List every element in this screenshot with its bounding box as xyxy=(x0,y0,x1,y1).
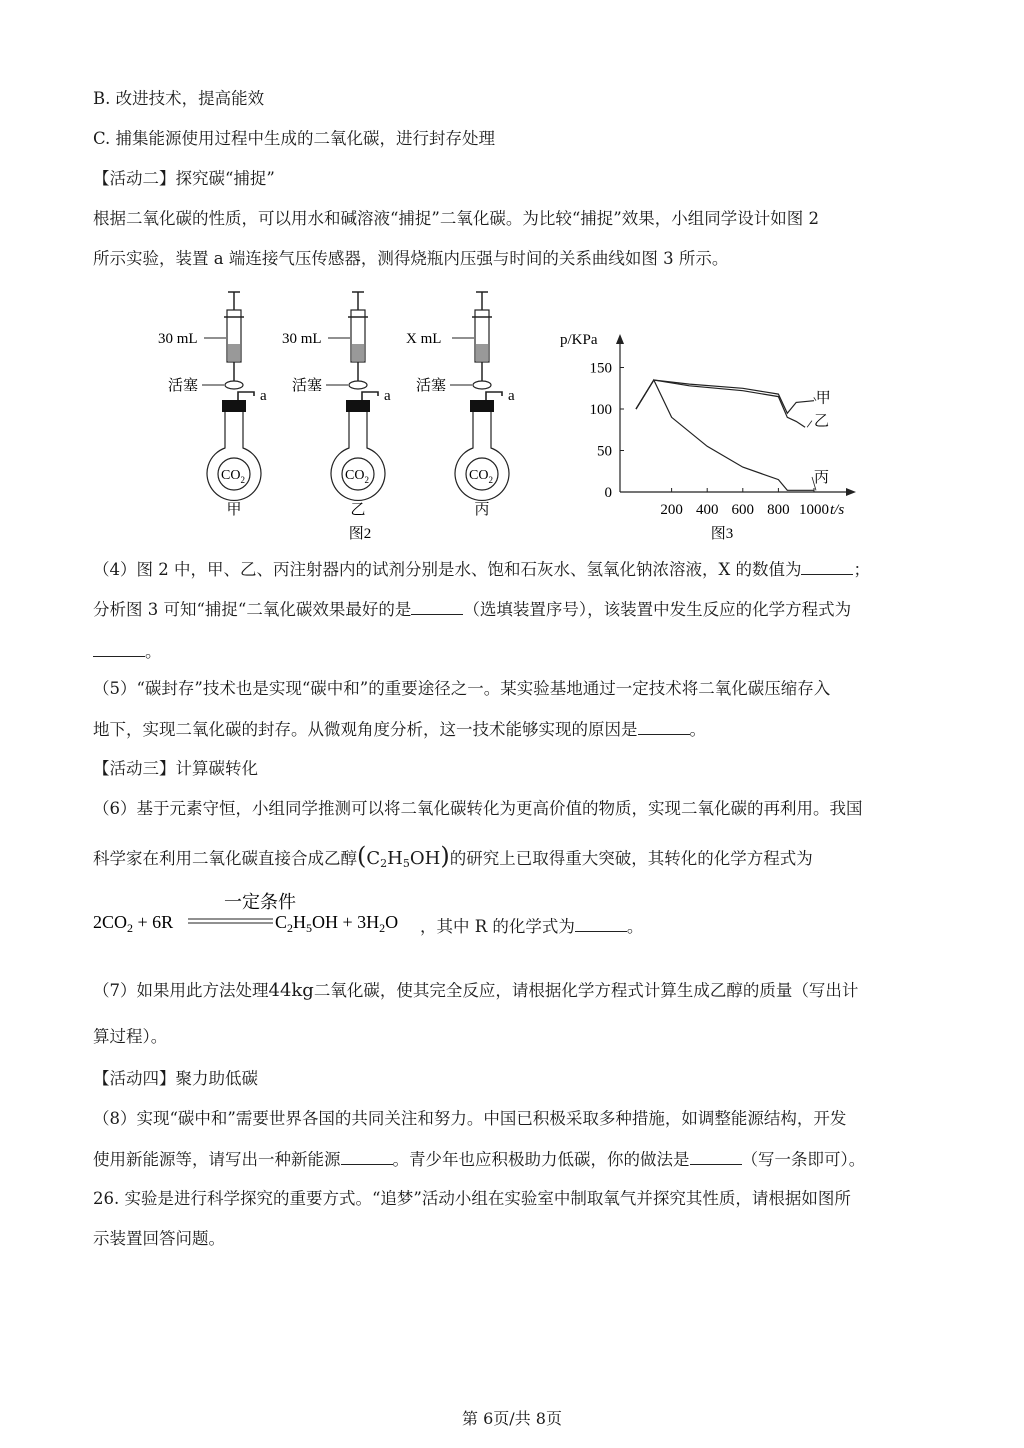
q7-text-post: 二氧化碳，使其完全反应，请根据化学方程式计算生成乙醇的质量（写出计 xyxy=(313,981,859,1000)
co2-label: $CO_2$ xyxy=(221,468,245,485)
question-4-line-3 xyxy=(93,640,162,663)
x-tick-label: 200 xyxy=(660,502,683,518)
answer-blank-equation[interactable] xyxy=(93,640,145,657)
question-7-line-2: 算过程）。 xyxy=(93,1027,168,1046)
series-label: 乙 xyxy=(814,413,830,430)
rubber-stopper xyxy=(222,400,246,412)
syringe-reagent xyxy=(228,344,240,361)
q4-end-1: ； xyxy=(853,560,870,579)
apparatus-1 xyxy=(158,292,267,518)
answer-blank-best-device[interactable] xyxy=(411,598,463,615)
question-8-line-1: （8）实现“碳中和”需要世界各国的共同关注和努力。中国已积极采取多种措施，如调整能源结构，开发 xyxy=(93,1109,847,1128)
q8-text-pre: 使用新能源等，请写出一种新能源 xyxy=(93,1150,341,1169)
question-7-line-1 xyxy=(93,980,858,1002)
rubber-stopper xyxy=(470,400,494,412)
x-axis-label: t/s xyxy=(830,502,845,518)
pressure-chart xyxy=(560,332,856,542)
figure3-caption: 图3 xyxy=(710,526,734,542)
q8-text-mid: 。青少年也应积极助力低碳，你的做法是 xyxy=(392,1150,690,1169)
apparatus-name: 乙 xyxy=(350,502,366,518)
answer-blank-r-formula[interactable] xyxy=(575,915,627,932)
eq-lhs: $2CO_2 + 6R$ xyxy=(93,912,174,935)
figure2-caption: 图2 xyxy=(348,526,372,542)
flask xyxy=(455,412,509,500)
eq-rhs: $C_2H_5OH + 3H_2O$ xyxy=(275,912,399,935)
question-6-line-1: （6）基于元素守恒，小组同学推测可以将二氧化碳转化为更高价值的物质，实现二氧化碳的再利用。我国 xyxy=(93,799,863,818)
q6-text-post: 的研究上已取得重大突破，其转化的化学方程式为 xyxy=(449,849,813,868)
syringe-reagent xyxy=(352,344,364,361)
stopcock[interactable] xyxy=(473,381,491,389)
series-label: 丙 xyxy=(814,470,830,487)
x-tick-label: 600 xyxy=(731,502,755,518)
q6-end: 。 xyxy=(626,917,644,936)
q5-text: 地下，实现二氧化碳的封存。从微观角度分析，这一技术能够实现的原因是 xyxy=(93,720,638,739)
question-6-line-3 xyxy=(420,915,643,938)
y-tick-label: 50 xyxy=(597,443,612,460)
series-line xyxy=(636,380,814,490)
answer-blank-x[interactable] xyxy=(801,558,853,575)
page-footer: 第 6页/共 8页 xyxy=(462,1409,562,1428)
apparatus-name: 甲 xyxy=(226,502,242,518)
question-4-line-1 xyxy=(93,558,870,581)
q7-mass: 44kg xyxy=(268,980,314,1001)
ethanol-oh: OH xyxy=(409,848,441,869)
stopcock-label: 活塞 xyxy=(168,378,199,394)
paragraph-line-2: 所示实验，装置 a 端连接气压传感器，测得烧瓶内压强与时间的关系曲线如图 3 所示。 xyxy=(93,249,729,268)
x-tick-label: 1000 xyxy=(799,502,829,518)
q7-text-pre: （7）如果用此方法处理 xyxy=(93,981,269,1000)
q6-text-pre: 科学家在利用二氧化碳直接合成乙醇 xyxy=(93,849,357,868)
answer-blank-new-energy[interactable] xyxy=(341,1148,393,1165)
syringe-volume-label: X mL xyxy=(406,331,442,347)
q4-text-3: （选填装置序号），该装置中发生反应的化学方程式为 xyxy=(463,600,852,619)
answer-blank-micro-reason[interactable] xyxy=(638,718,690,735)
syringe-volume-label: 30 mL xyxy=(158,331,198,347)
sensor-port-label: a xyxy=(260,388,267,404)
q4-end-3: 。 xyxy=(145,642,162,661)
figure-area xyxy=(150,282,870,548)
q4-text-2: 分析图 3 可知“捕捉“二氧化碳效果最好的是 xyxy=(93,600,412,619)
question-8-line-2 xyxy=(93,1148,865,1171)
sensor-port-label: a xyxy=(384,388,391,404)
activity-4-heading: 【活动四】聚力助低碳 xyxy=(93,1069,258,1088)
series-label: 甲 xyxy=(815,390,831,407)
y-tick-label: 100 xyxy=(589,402,612,418)
stopcock[interactable] xyxy=(225,381,243,389)
series-line xyxy=(636,380,814,413)
question-26-line-2: 示装置回答问题。 xyxy=(93,1229,225,1248)
q8-text-end: （写一条即可）。 xyxy=(741,1150,866,1169)
question-5-line-1: （5）“碳封存”技术也是实现“碳中和”的重要途径之一。某实验基地通过一定技术将二氧化碳压缩存入 xyxy=(93,679,831,698)
stopcock-label: 活塞 xyxy=(292,378,323,394)
q4-text-1: （4）图 2 中，甲、乙、丙注射器内的试剂分别是水、饱和石灰水、氢氧化钠浓溶液，X 的数值为 xyxy=(93,560,802,579)
stopcock-label: 活塞 xyxy=(416,378,447,394)
co2-label: $CO_2$ xyxy=(469,468,493,485)
answer-blank-low-carbon[interactable] xyxy=(690,1148,742,1165)
syringe-reagent xyxy=(476,344,488,361)
option-c: C. 捕集能源使用过程中生成的二氧化碳，进行封存处理 xyxy=(93,129,496,148)
co2-label: $CO_2$ xyxy=(345,468,369,485)
flask xyxy=(331,412,385,500)
q6-r-text: ，其中 R 的化学式为 xyxy=(420,917,575,936)
apparatus-name: 丙 xyxy=(474,502,490,518)
ethanol-sub1: 2 xyxy=(380,857,388,870)
ethanol-sub2: 5 xyxy=(402,857,410,870)
sensor-port-label: a xyxy=(508,388,515,404)
question-26-line-1: 26. 实验是进行科学探究的重要方式。“追梦”活动小组在实验室中制取氧气并探究其性质，请根据如图所 xyxy=(93,1189,851,1208)
q5-end: 。 xyxy=(689,720,706,739)
y-axis-label: p/KPa xyxy=(560,332,598,348)
flask xyxy=(207,412,261,500)
option-b: B. 改进技术，提高能效 xyxy=(93,89,265,108)
x-tick-label: 400 xyxy=(695,502,719,518)
ethanol-h: H xyxy=(387,848,403,869)
y-tick-label: 150 xyxy=(589,360,612,377)
activity-2-heading: 【活动二】探究碳“捕捉” xyxy=(93,169,275,188)
syringe-volume-label: 30 mL xyxy=(282,331,322,347)
ethanol-c: C xyxy=(366,848,381,869)
question-5-line-2 xyxy=(93,718,706,741)
question-4-line-2 xyxy=(93,598,851,621)
stopcock[interactable] xyxy=(349,381,367,389)
apparatus-and-chart xyxy=(150,282,870,544)
x-tick-label: 800 xyxy=(767,502,790,518)
apparatus-3 xyxy=(406,292,515,518)
activity-3-heading: 【活动三】计算碳转化 xyxy=(93,759,258,778)
question-6-line-2 xyxy=(93,842,813,875)
y-tick-label: 0 xyxy=(604,485,612,501)
rubber-stopper xyxy=(346,400,370,412)
apparatus-2 xyxy=(282,292,391,518)
ethanol-formula: $(C_2H_5OH)$ xyxy=(357,842,450,870)
eq-condition: 一定条件 xyxy=(224,892,296,912)
paragraph-line-1: 根据二氧化碳的性质，可以用水和碱溶液“捕捉”二氧化碳。为比较“捕捉”效果，小组同学设计如图 2 xyxy=(93,209,819,228)
